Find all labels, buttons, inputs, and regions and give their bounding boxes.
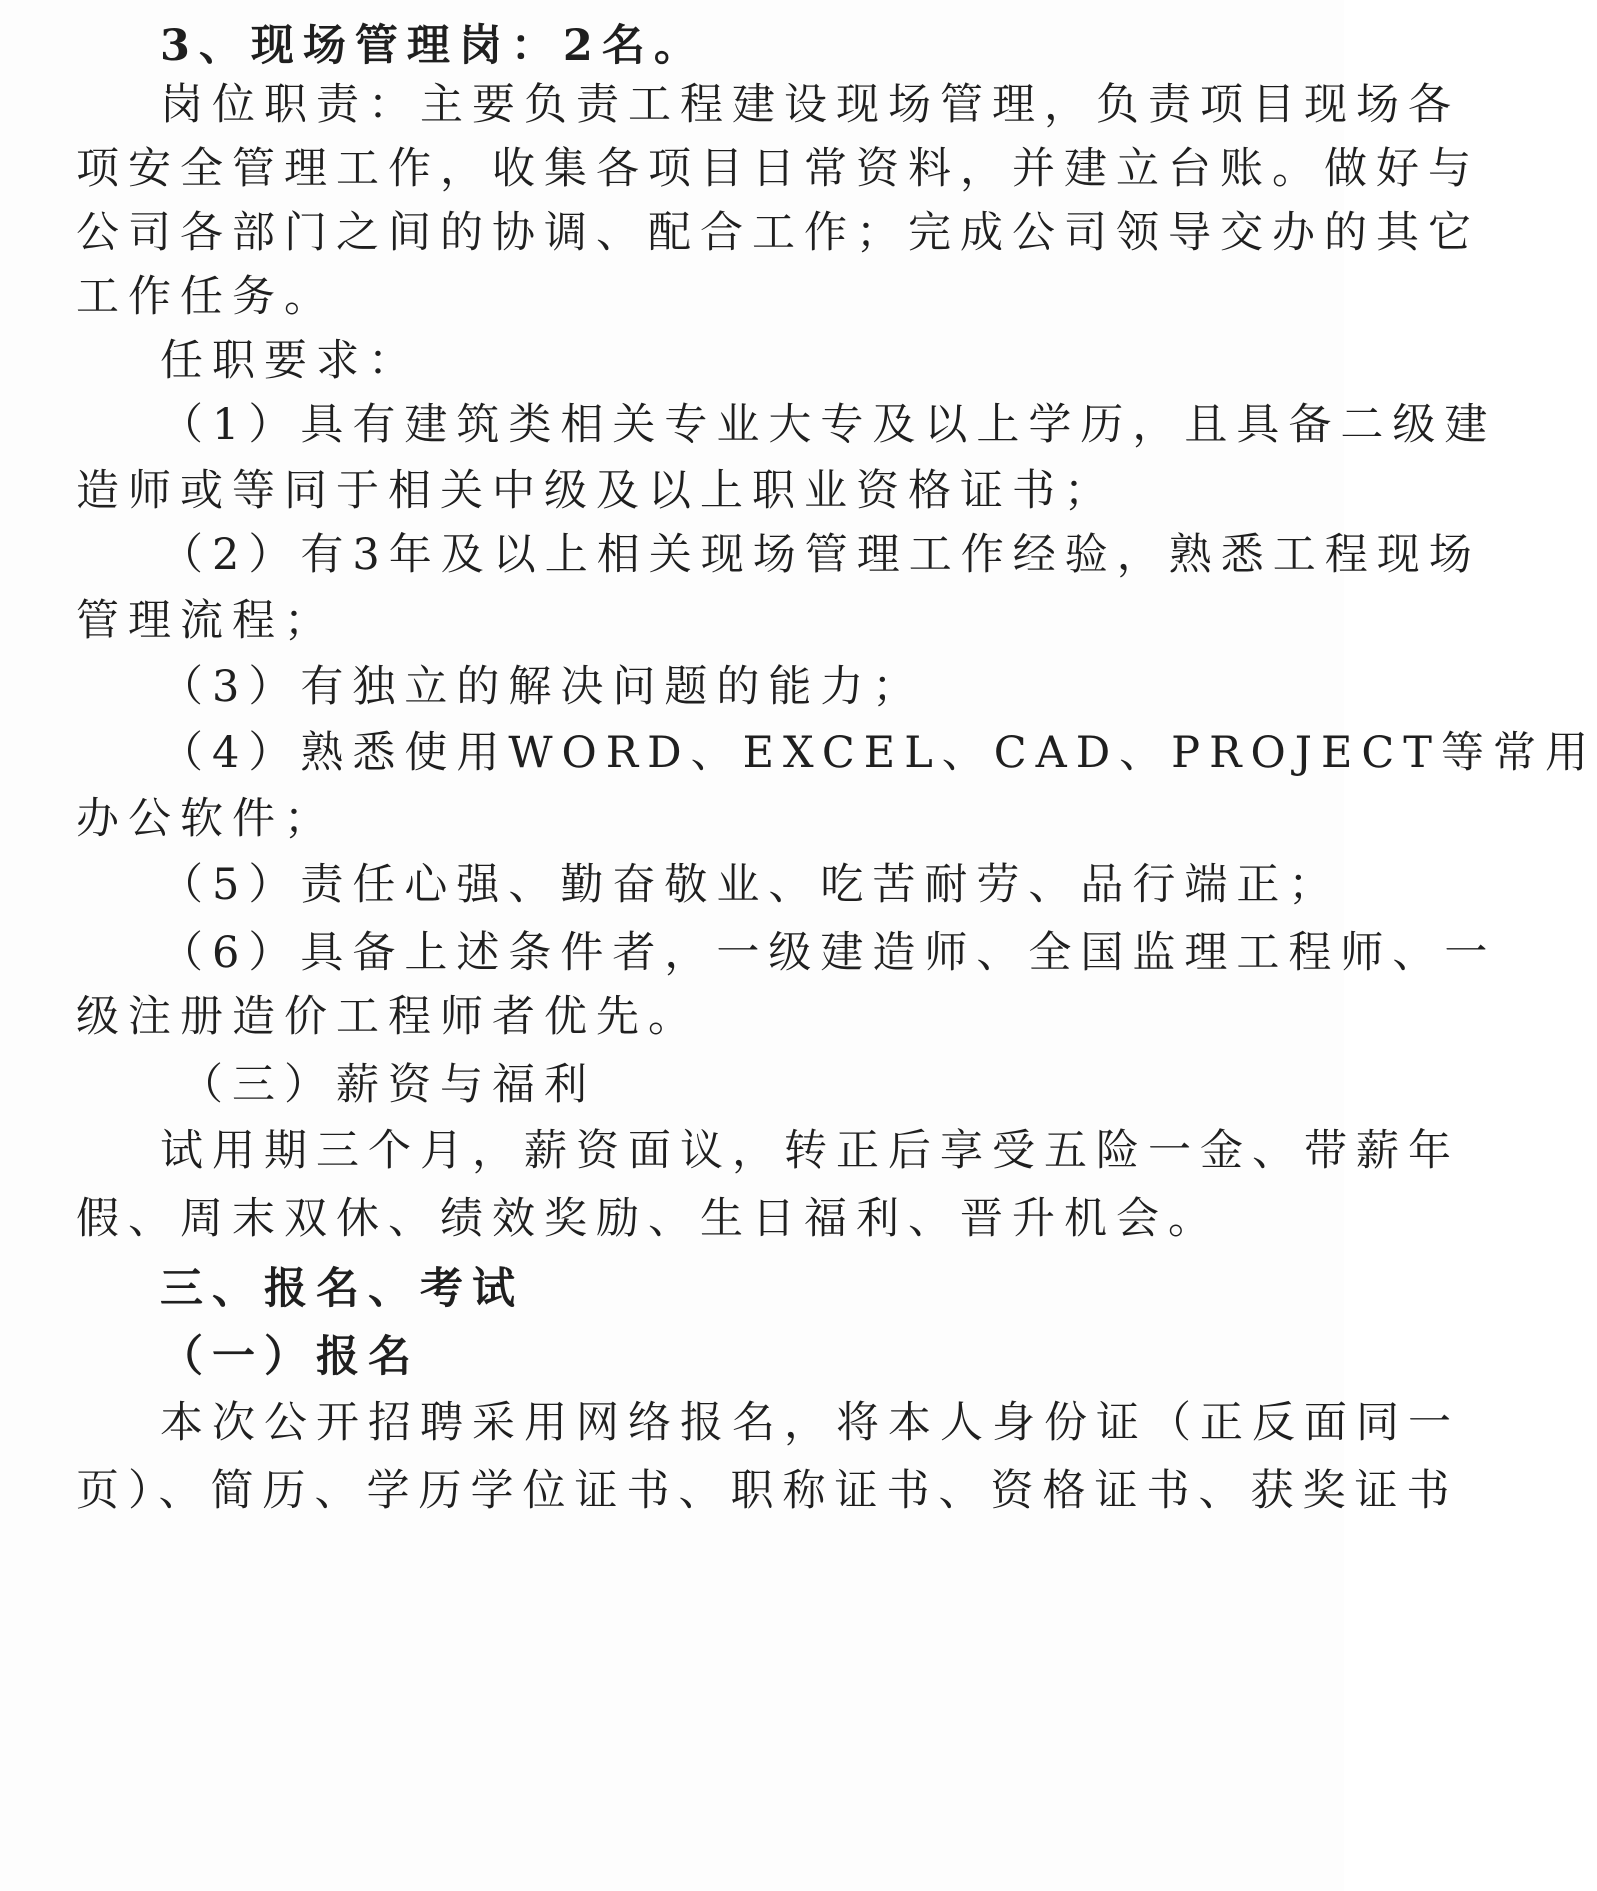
- salary-benefits-heading: （三）薪资与福利: [180, 1060, 596, 1110]
- job-duties-line-3: 公司各部门之间的协调、配合工作；完成公司领导交办的其它: [76, 208, 1480, 258]
- registration-line-1: 本次公开招聘采用网络报名，将本人身份证（正反面同一: [160, 1398, 1460, 1448]
- requirement-1-line-1: （1）具有建筑类相关专业大专及以上学历，且具备二级建: [160, 400, 1497, 450]
- requirement-6-line-2: 级注册造价工程师者优先。: [76, 992, 700, 1042]
- job-duties-line-4: 工作任务。: [76, 272, 336, 322]
- position-title-site-manager: 3、现场管理岗：2名。: [160, 21, 706, 71]
- requirement-4-line-1: （4）熟悉使用WORD、EXCEL、CAD、PROJECT等常用: [160, 728, 1597, 778]
- requirement-2-line-2: 管理流程；: [76, 596, 336, 646]
- requirement-5: （5）责任心强、勤奋敬业、吃苦耐劳、品行端正；: [160, 860, 1341, 910]
- salary-benefits-line-1: 试用期三个月，薪资面议，转正后享受五险一金、带薪年: [160, 1126, 1460, 1176]
- salary-benefits-line-2: 假、周末双休、绩效奖励、生日福利、晋升机会。: [76, 1194, 1220, 1244]
- job-duties-line-2: 项安全管理工作，收集各项目日常资料，并建立台账。做好与: [76, 144, 1480, 194]
- subsection-heading-registration: （一）报名: [160, 1332, 420, 1382]
- requirement-3: （3）有独立的解决问题的能力；: [160, 662, 925, 712]
- requirement-4-line-2: 办公软件；: [76, 794, 336, 844]
- requirement-6-line-1: （6）具备上述条件者，一级建造师、全国监理工程师、一: [160, 928, 1497, 978]
- requirement-1-line-2: 造师或等同于相关中级及以上职业资格证书；: [76, 466, 1116, 516]
- registration-line-2: 页）、简历、学历学位证书、职称证书、资格证书、获奖证书: [76, 1466, 1459, 1516]
- requirements-heading: 任职要求：: [160, 336, 420, 386]
- requirement-2-line-1: （2）有3年及以上相关现场管理工作经验，熟悉工程现场: [160, 530, 1481, 580]
- section-heading-registration-exam: 三、报名、考试: [160, 1264, 524, 1314]
- job-duties-line-1: 岗位职责：主要负责工程建设现场管理，负责项目现场各: [160, 80, 1460, 130]
